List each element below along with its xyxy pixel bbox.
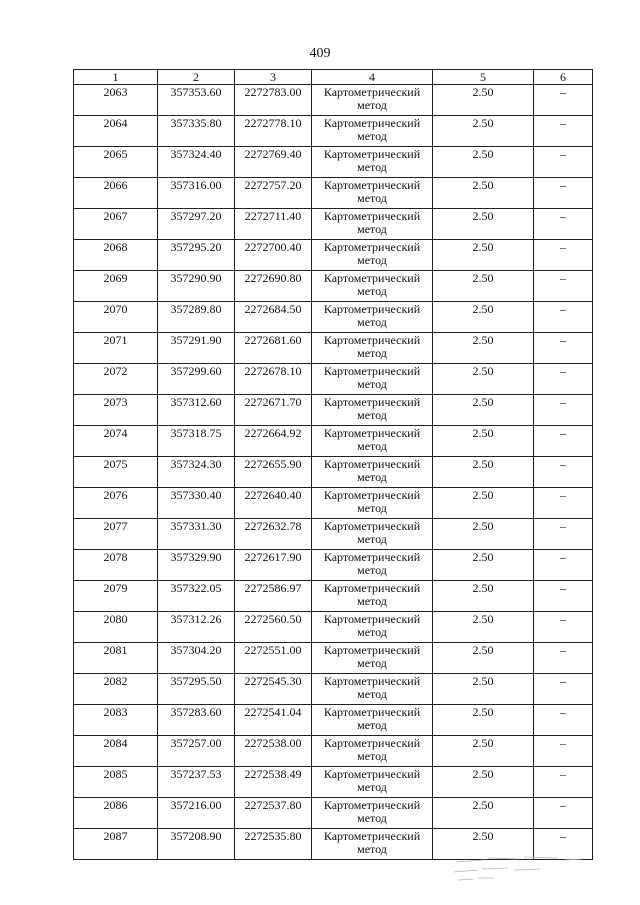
column-header: 2	[158, 70, 235, 85]
note-cell: –	[534, 674, 593, 705]
method-cell: Картометрический метод	[312, 519, 433, 550]
coord-y-cell: 2272769.40	[235, 147, 312, 178]
method-cell: Картометрический метод	[312, 829, 433, 860]
table-row	[74, 519, 593, 550]
coord-x-cell: 357312.26	[158, 612, 235, 643]
point-number-cell: 2082	[74, 674, 158, 705]
coord-x-cell: 357331.30	[158, 519, 235, 550]
table-row	[74, 488, 593, 519]
table-row	[74, 85, 593, 116]
table-row	[74, 736, 593, 767]
table-row	[74, 147, 593, 178]
coord-x-cell: 357318.75	[158, 426, 235, 457]
method-cell: Картометрический метод	[312, 364, 433, 395]
coord-x-cell: 357324.30	[158, 457, 235, 488]
coord-x-cell: 357295.20	[158, 240, 235, 271]
coord-x-cell: 357322.05	[158, 581, 235, 612]
coord-x-cell: 357216.00	[158, 798, 235, 829]
note-cell: –	[534, 271, 593, 302]
method-cell: Картометрический метод	[312, 147, 433, 178]
note-cell: –	[534, 643, 593, 674]
coord-y-cell: 2272538.49	[235, 767, 312, 798]
method-cell: Картометрический метод	[312, 488, 433, 519]
method-cell: Картометрический метод	[312, 581, 433, 612]
accuracy-cell: 2.50	[433, 457, 534, 488]
note-cell: –	[534, 457, 593, 488]
table-row	[74, 643, 593, 674]
note-cell: –	[534, 395, 593, 426]
accuracy-cell: 2.50	[433, 612, 534, 643]
coord-y-cell: 2272537.80	[235, 798, 312, 829]
coord-y-cell: 2272671.70	[235, 395, 312, 426]
table-row	[74, 240, 593, 271]
accuracy-cell: 2.50	[433, 426, 534, 457]
faint-stamp-marks	[448, 850, 588, 886]
accuracy-cell: 2.50	[433, 364, 534, 395]
method-cell: Картометрический метод	[312, 767, 433, 798]
accuracy-cell: 2.50	[433, 550, 534, 581]
note-cell: –	[534, 240, 593, 271]
coord-x-cell: 357291.90	[158, 333, 235, 364]
point-number-cell: 2073	[74, 395, 158, 426]
note-cell: –	[534, 302, 593, 333]
point-number-cell: 2069	[74, 271, 158, 302]
accuracy-cell: 2.50	[433, 519, 534, 550]
coord-y-cell: 2272778.10	[235, 116, 312, 147]
header-row	[74, 70, 593, 85]
note-cell: –	[534, 488, 593, 519]
column-header: 1	[74, 70, 158, 85]
column-header: 6	[534, 70, 593, 85]
note-cell: –	[534, 767, 593, 798]
point-number-cell: 2078	[74, 550, 158, 581]
method-cell: Картометрический метод	[312, 612, 433, 643]
table-row	[74, 364, 593, 395]
method-cell: Картометрический метод	[312, 333, 433, 364]
coord-y-cell: 2272783.00	[235, 85, 312, 116]
coord-x-cell: 357316.00	[158, 178, 235, 209]
note-cell: –	[534, 178, 593, 209]
coord-x-cell: 357335.80	[158, 116, 235, 147]
accuracy-cell: 2.50	[433, 395, 534, 426]
note-cell: –	[534, 85, 593, 116]
accuracy-cell: 2.50	[433, 178, 534, 209]
method-cell: Картометрический метод	[312, 457, 433, 488]
method-cell: Картометрический метод	[312, 178, 433, 209]
note-cell: –	[534, 736, 593, 767]
table-row	[74, 457, 593, 488]
note-cell: –	[534, 550, 593, 581]
accuracy-cell: 2.50	[433, 116, 534, 147]
accuracy-cell: 2.50	[433, 271, 534, 302]
accuracy-cell: 2.50	[433, 209, 534, 240]
coord-y-cell: 2272617.90	[235, 550, 312, 581]
point-number-cell: 2070	[74, 302, 158, 333]
column-header: 3	[235, 70, 312, 85]
coord-y-cell: 2272586.97	[235, 581, 312, 612]
accuracy-cell: 2.50	[433, 488, 534, 519]
coord-x-cell: 357208.90	[158, 829, 235, 860]
column-header: 4	[312, 70, 433, 85]
note-cell: –	[534, 612, 593, 643]
coord-y-cell: 2272664.92	[235, 426, 312, 457]
note-cell: –	[534, 364, 593, 395]
coord-y-cell: 2272640.40	[235, 488, 312, 519]
coord-y-cell: 2272560.50	[235, 612, 312, 643]
accuracy-cell: 2.50	[433, 240, 534, 271]
coord-x-cell: 357353.60	[158, 85, 235, 116]
method-cell: Картометрический метод	[312, 116, 433, 147]
coord-x-cell: 357290.90	[158, 271, 235, 302]
point-number-cell: 2079	[74, 581, 158, 612]
accuracy-cell: 2.50	[433, 85, 534, 116]
coord-y-cell: 2272538.00	[235, 736, 312, 767]
point-number-cell: 2083	[74, 705, 158, 736]
method-cell: Картометрический метод	[312, 209, 433, 240]
point-number-cell: 2077	[74, 519, 158, 550]
point-number-cell: 2080	[74, 612, 158, 643]
table-row	[74, 302, 593, 333]
coord-y-cell: 2272541.04	[235, 705, 312, 736]
note-cell: –	[534, 426, 593, 457]
point-number-cell: 2081	[74, 643, 158, 674]
point-number-cell: 2072	[74, 364, 158, 395]
coord-x-cell: 357297.20	[158, 209, 235, 240]
method-cell: Картометрический метод	[312, 85, 433, 116]
accuracy-cell: 2.50	[433, 705, 534, 736]
point-number-cell: 2087	[74, 829, 158, 860]
coord-y-cell: 2272545.30	[235, 674, 312, 705]
note-cell: –	[534, 209, 593, 240]
method-cell: Картометрический метод	[312, 705, 433, 736]
table-row	[74, 333, 593, 364]
point-number-cell: 2075	[74, 457, 158, 488]
method-cell: Картометрический метод	[312, 271, 433, 302]
table-row	[74, 271, 593, 302]
method-cell: Картометрический метод	[312, 395, 433, 426]
point-number-cell: 2065	[74, 147, 158, 178]
accuracy-cell: 2.50	[433, 736, 534, 767]
coord-x-cell: 357257.00	[158, 736, 235, 767]
point-number-cell: 2066	[74, 178, 158, 209]
point-number-cell: 2086	[74, 798, 158, 829]
accuracy-cell: 2.50	[433, 581, 534, 612]
coord-y-cell: 2272690.80	[235, 271, 312, 302]
accuracy-cell: 2.50	[433, 829, 534, 860]
note-cell: –	[534, 705, 593, 736]
point-number-cell: 2063	[74, 85, 158, 116]
point-number-cell: 2071	[74, 333, 158, 364]
coord-x-cell: 357330.40	[158, 488, 235, 519]
coord-y-cell: 2272632.78	[235, 519, 312, 550]
coord-y-cell: 2272711.40	[235, 209, 312, 240]
note-cell: –	[534, 829, 593, 860]
accuracy-cell: 2.50	[433, 302, 534, 333]
coord-x-cell: 357295.50	[158, 674, 235, 705]
table-row	[74, 116, 593, 147]
coord-y-cell: 2272684.50	[235, 302, 312, 333]
accuracy-cell: 2.50	[433, 147, 534, 178]
coord-y-cell: 2272655.90	[235, 457, 312, 488]
accuracy-cell: 2.50	[433, 643, 534, 674]
point-number-cell: 2068	[74, 240, 158, 271]
coord-x-cell: 357289.80	[158, 302, 235, 333]
coord-x-cell: 357312.60	[158, 395, 235, 426]
point-number-cell: 2064	[74, 116, 158, 147]
coord-x-cell: 357299.60	[158, 364, 235, 395]
table-row	[74, 705, 593, 736]
table-row	[74, 550, 593, 581]
coord-x-cell: 357324.40	[158, 147, 235, 178]
coord-y-cell: 2272678.10	[235, 364, 312, 395]
method-cell: Картометрический метод	[312, 736, 433, 767]
accuracy-cell: 2.50	[433, 798, 534, 829]
accuracy-cell: 2.50	[433, 333, 534, 364]
point-number-cell: 2084	[74, 736, 158, 767]
table-row	[74, 581, 593, 612]
coord-y-cell: 2272681.60	[235, 333, 312, 364]
note-cell: –	[534, 519, 593, 550]
coord-x-cell: 357283.60	[158, 705, 235, 736]
point-number-cell: 2074	[74, 426, 158, 457]
coord-x-cell: 357329.90	[158, 550, 235, 581]
table-row	[74, 426, 593, 457]
method-cell: Картометрический метод	[312, 302, 433, 333]
coord-y-cell: 2272700.40	[235, 240, 312, 271]
table-row	[74, 209, 593, 240]
table-row	[74, 395, 593, 426]
table-row	[74, 798, 593, 829]
point-number-cell: 2076	[74, 488, 158, 519]
column-header: 5	[433, 70, 534, 85]
note-cell: –	[534, 798, 593, 829]
point-number-cell: 2067	[74, 209, 158, 240]
note-cell: –	[534, 147, 593, 178]
note-cell: –	[534, 116, 593, 147]
coord-y-cell: 2272757.20	[235, 178, 312, 209]
table-row	[74, 612, 593, 643]
point-number-cell: 2085	[74, 767, 158, 798]
method-cell: Картометрический метод	[312, 643, 433, 674]
method-cell: Картометрический метод	[312, 798, 433, 829]
accuracy-cell: 2.50	[433, 674, 534, 705]
method-cell: Картометрический метод	[312, 426, 433, 457]
table-row	[74, 178, 593, 209]
table-row	[74, 674, 593, 705]
method-cell: Картометрический метод	[312, 240, 433, 271]
table-row	[74, 767, 593, 798]
note-cell: –	[534, 581, 593, 612]
accuracy-cell: 2.50	[433, 767, 534, 798]
coord-x-cell: 357304.20	[158, 643, 235, 674]
page-number: 409	[309, 46, 331, 61]
coord-y-cell: 2272535.80	[235, 829, 312, 860]
coord-x-cell: 357237.53	[158, 767, 235, 798]
note-cell: –	[534, 333, 593, 364]
method-cell: Картометрический метод	[312, 674, 433, 705]
coord-y-cell: 2272551.00	[235, 643, 312, 674]
coordinates-table	[73, 69, 593, 860]
method-cell: Картометрический метод	[312, 550, 433, 581]
